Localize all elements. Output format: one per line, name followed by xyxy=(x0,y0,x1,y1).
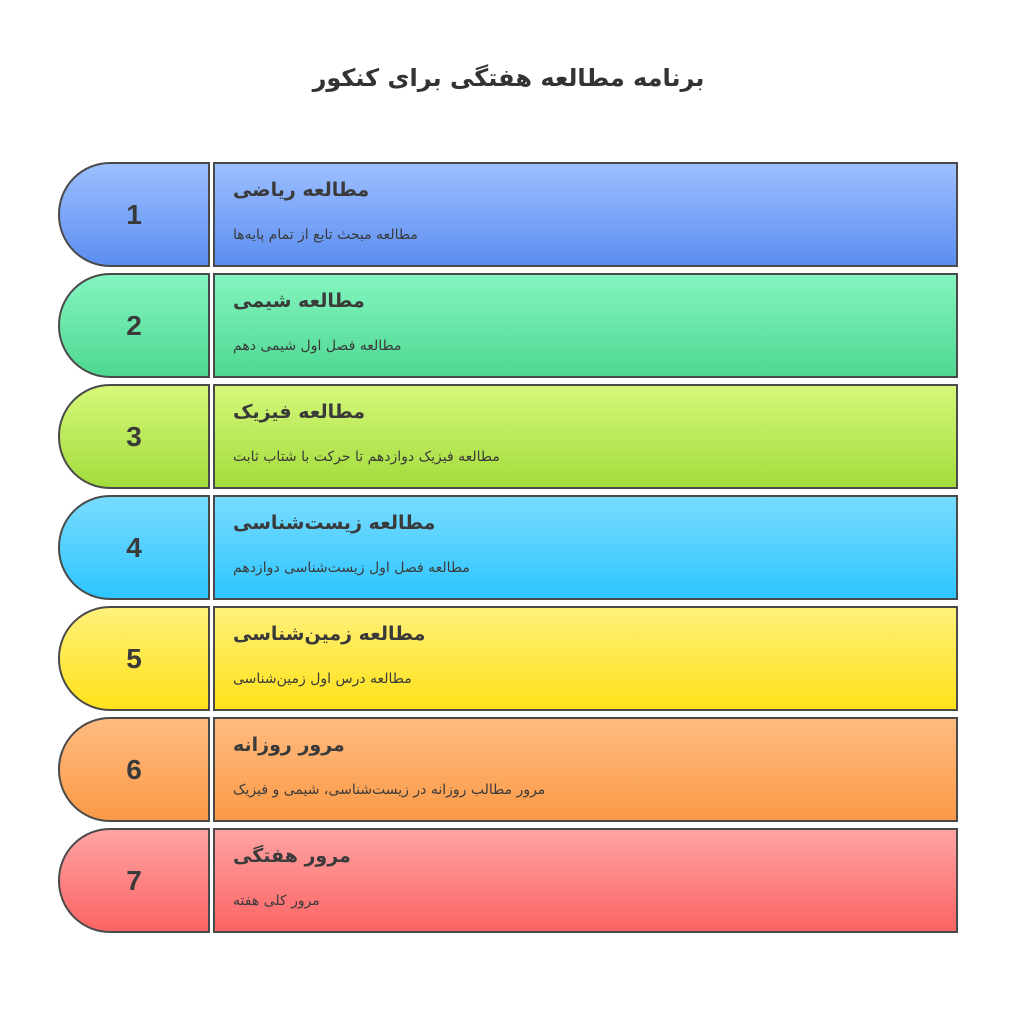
step-description: مطالعه فصل اول شیمی دهم xyxy=(233,338,402,354)
step-number: 6 xyxy=(126,753,142,785)
step-content xyxy=(213,162,958,267)
step-description: مطالعه درس اول زمین‌شناسی xyxy=(233,671,412,687)
step-number-tab xyxy=(58,717,210,822)
step-title: مرور هفتگی xyxy=(233,845,351,867)
step-content xyxy=(213,384,958,489)
step-description: مطالعه فصل اول زیست‌شناسی دوازدهم xyxy=(233,560,470,576)
step-number: 4 xyxy=(126,531,142,563)
step-description: مطالعه فیزیک دوازدهم تا حرکت با شتاب ثابت xyxy=(233,449,500,465)
step-number-tab xyxy=(58,162,210,267)
schedule-item-1 xyxy=(58,162,958,267)
step-content xyxy=(213,495,958,600)
schedule-item-6 xyxy=(58,717,958,822)
step-number-tab xyxy=(58,273,210,378)
step-description: مطالعه مبحث تابع از تمام پایه‌ها xyxy=(233,227,418,243)
step-number-tab xyxy=(58,384,210,489)
step-content xyxy=(213,717,958,822)
step-description: مرور کلی هفته xyxy=(233,893,320,909)
schedule-item-7 xyxy=(58,828,958,933)
page-title: برنامه مطالعه هفتگی برای کنکور xyxy=(312,64,705,92)
step-title: مطالعه زیست‌شناسی xyxy=(233,512,436,534)
step-number-tab xyxy=(58,828,210,933)
step-title: مطالعه ریاضی xyxy=(233,179,370,201)
step-title: مطالعه شیمی xyxy=(233,290,365,312)
schedule-item-5 xyxy=(58,606,958,711)
step-number-tab xyxy=(58,495,210,600)
step-title: مطالعه زمین‌شناسی xyxy=(233,623,426,645)
step-number: 3 xyxy=(126,420,142,452)
step-number: 1 xyxy=(126,198,142,230)
schedule-item-3 xyxy=(58,384,958,489)
step-content xyxy=(213,273,958,378)
step-content xyxy=(213,828,958,933)
step-title: مرور روزانه xyxy=(233,734,345,756)
step-number-tab xyxy=(58,606,210,711)
step-content xyxy=(213,606,958,711)
step-number: 2 xyxy=(126,309,142,341)
step-number: 7 xyxy=(126,864,142,896)
schedule-list xyxy=(58,162,958,939)
schedule-item-2 xyxy=(58,273,958,378)
schedule-item-4 xyxy=(58,495,958,600)
step-description: مرور مطالب روزانه در زیست‌شناسی، شیمی و فیزیک xyxy=(233,782,546,798)
step-number: 5 xyxy=(126,642,142,674)
step-title: مطالعه فیزیک xyxy=(233,401,366,423)
